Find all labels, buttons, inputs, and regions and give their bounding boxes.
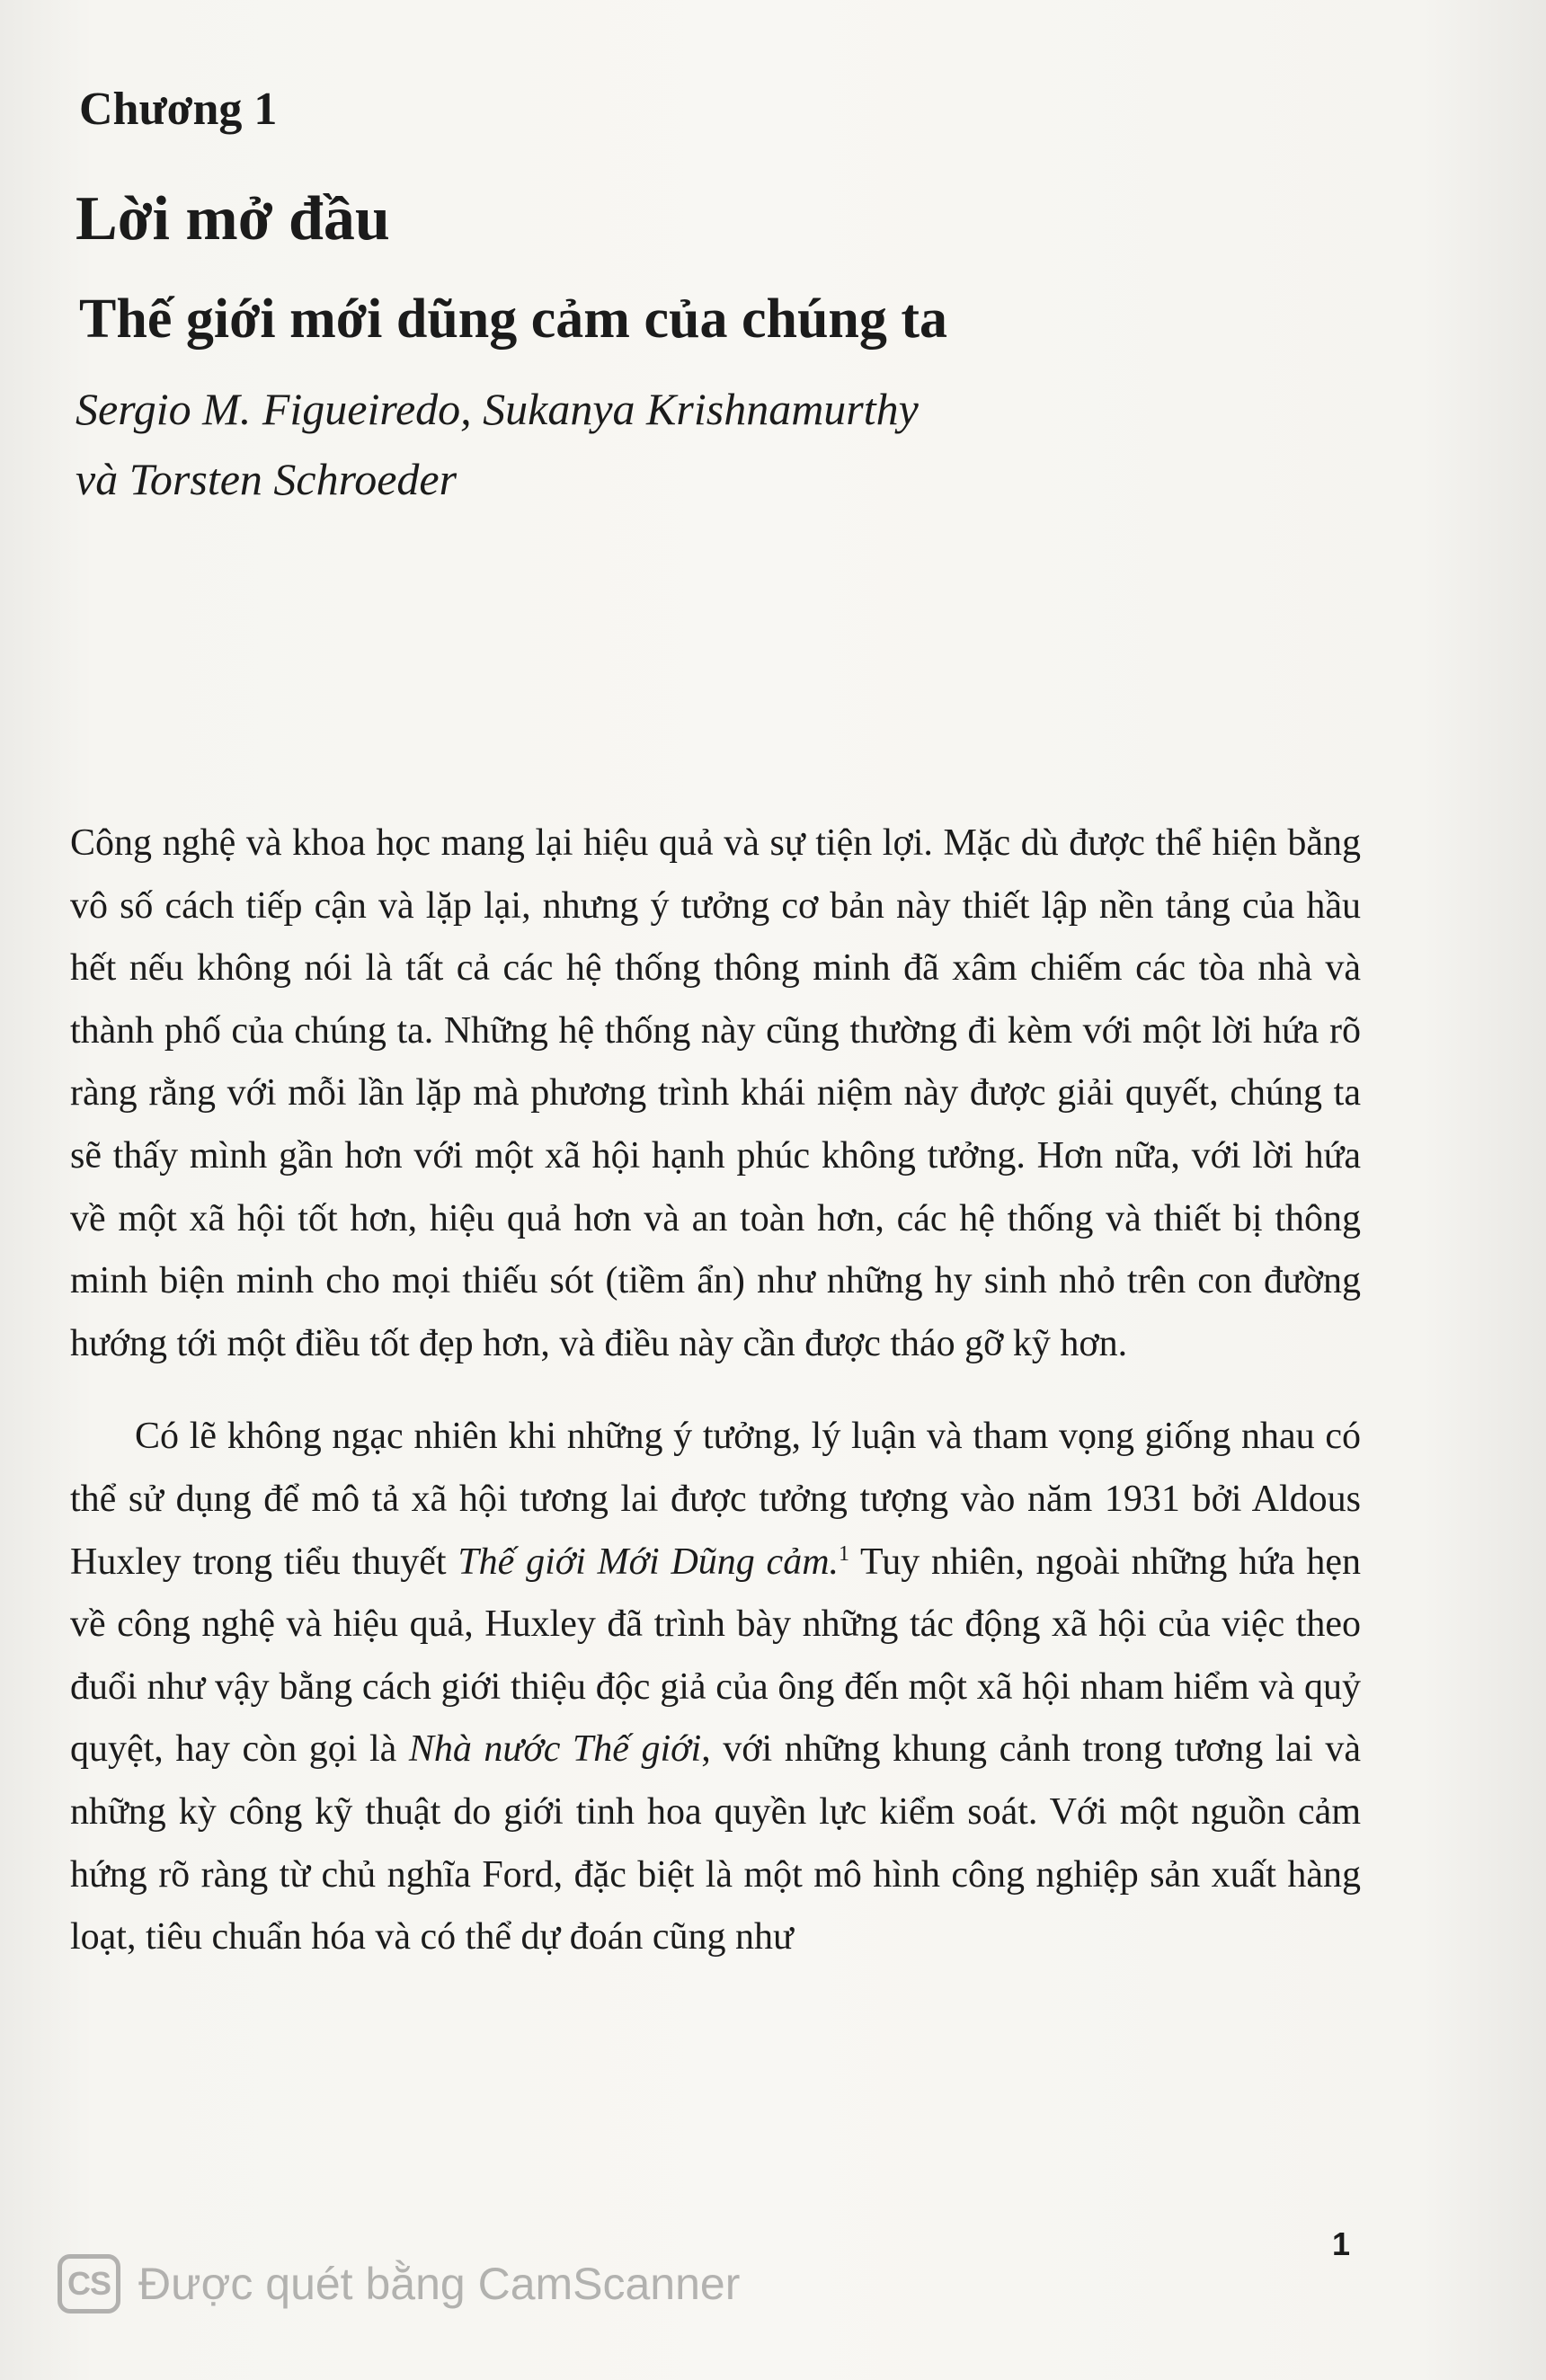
chapter-title: Lời mở đầu	[76, 184, 390, 253]
paragraph-2-text-c: , với những khung cảnh trong tương lai và những kỳ công kỹ thuật do giới tinh hoa quyền lực kiểm soát. Với một nguồn cảm hứng rõ ràng từ chủ nghĩa Ford, đặc biệt là một mô hình công nghiệp sản xuất hàng loạt, tiêu chuẩn hóa và có thể dự đoán cũng như	[70, 1728, 1361, 1958]
book-title: Thế giới Mới Dũng cảm.	[458, 1541, 840, 1583]
paragraph-2	[70, 1406, 1361, 1968]
authors-line-2: và Torsten Schroeder	[76, 454, 458, 504]
paragraph-2-text-a: Có lẽ không ngạc nhiên khi những ý tưởng, lý luận và tham vọng giống nhau có thể sử dụng để mô tả xã hội tương lai được tưởng tượng vào năm 1931 bởi Aldous Huxley trong tiểu thuyết	[70, 1416, 1361, 1583]
paragraph-1: Công nghệ và khoa học mang lại hiệu quả và sự tiện lợi. Mặc dù được thể hiện bằng vô số cách tiếp cận và lặp lại, nhưng ý tưởng cơ bản này thiết lập nền tảng của hầu hết nếu không nói là tất cả các hệ thống thông minh đã xâm chiếm các tòa nhà và thành phố của chúng ta. Những hệ thống này cũng thường đi kèm với một lời hứa rõ ràng rằng với mỗi lần lặp mà phương trình khái niệm này được giải quyết, chúng ta sẽ thấy mình gần hơn với một xã hội hạnh phúc không tưởng. Hơn nữa, với lời hứa về một xã hội tốt hơn, hiệu quả hơn và an toàn hơn, các hệ thống và thiết bị thông minh biện minh cho mọi thiếu sót (tiềm ẩn) như những hy sinh nhỏ trên con đường hướng tới một điều tốt đẹp hơn, và điều này cần được tháo gỡ kỹ hơn.	[70, 822, 1361, 1364]
chapter-subtitle: Thế giới mới dũng cảm của chúng ta	[79, 289, 948, 350]
authors-line-1: Sergio M. Figueiredo, Sukanya Krishnamurthy	[76, 384, 919, 434]
camscanner-logo-icon: CS	[58, 2254, 120, 2313]
camscanner-watermark	[58, 2254, 740, 2313]
body-text	[70, 813, 1361, 1969]
authors	[76, 374, 919, 514]
world-state-term: Nhà nước Thế giới	[408, 1728, 702, 1771]
paragraph-2-text-b: Tuy nhiên, ngoài những hứa hẹn về công nghệ và hiệu quả, Huxley đã trình bày những tác động xã hội của việc theo đuổi như vậy bằng cách giới thiệu độc giả của ông đến một xã hội nham hiểm và quỷ quyệt, hay còn gọi là	[70, 1541, 1361, 1771]
page-number: 1	[1331, 2225, 1350, 2262]
chapter-label: Chương 1	[79, 84, 278, 135]
footnote-marker: 1	[839, 1541, 850, 1566]
watermark-text: Được quét bằng CamScanner	[138, 2259, 741, 2309]
